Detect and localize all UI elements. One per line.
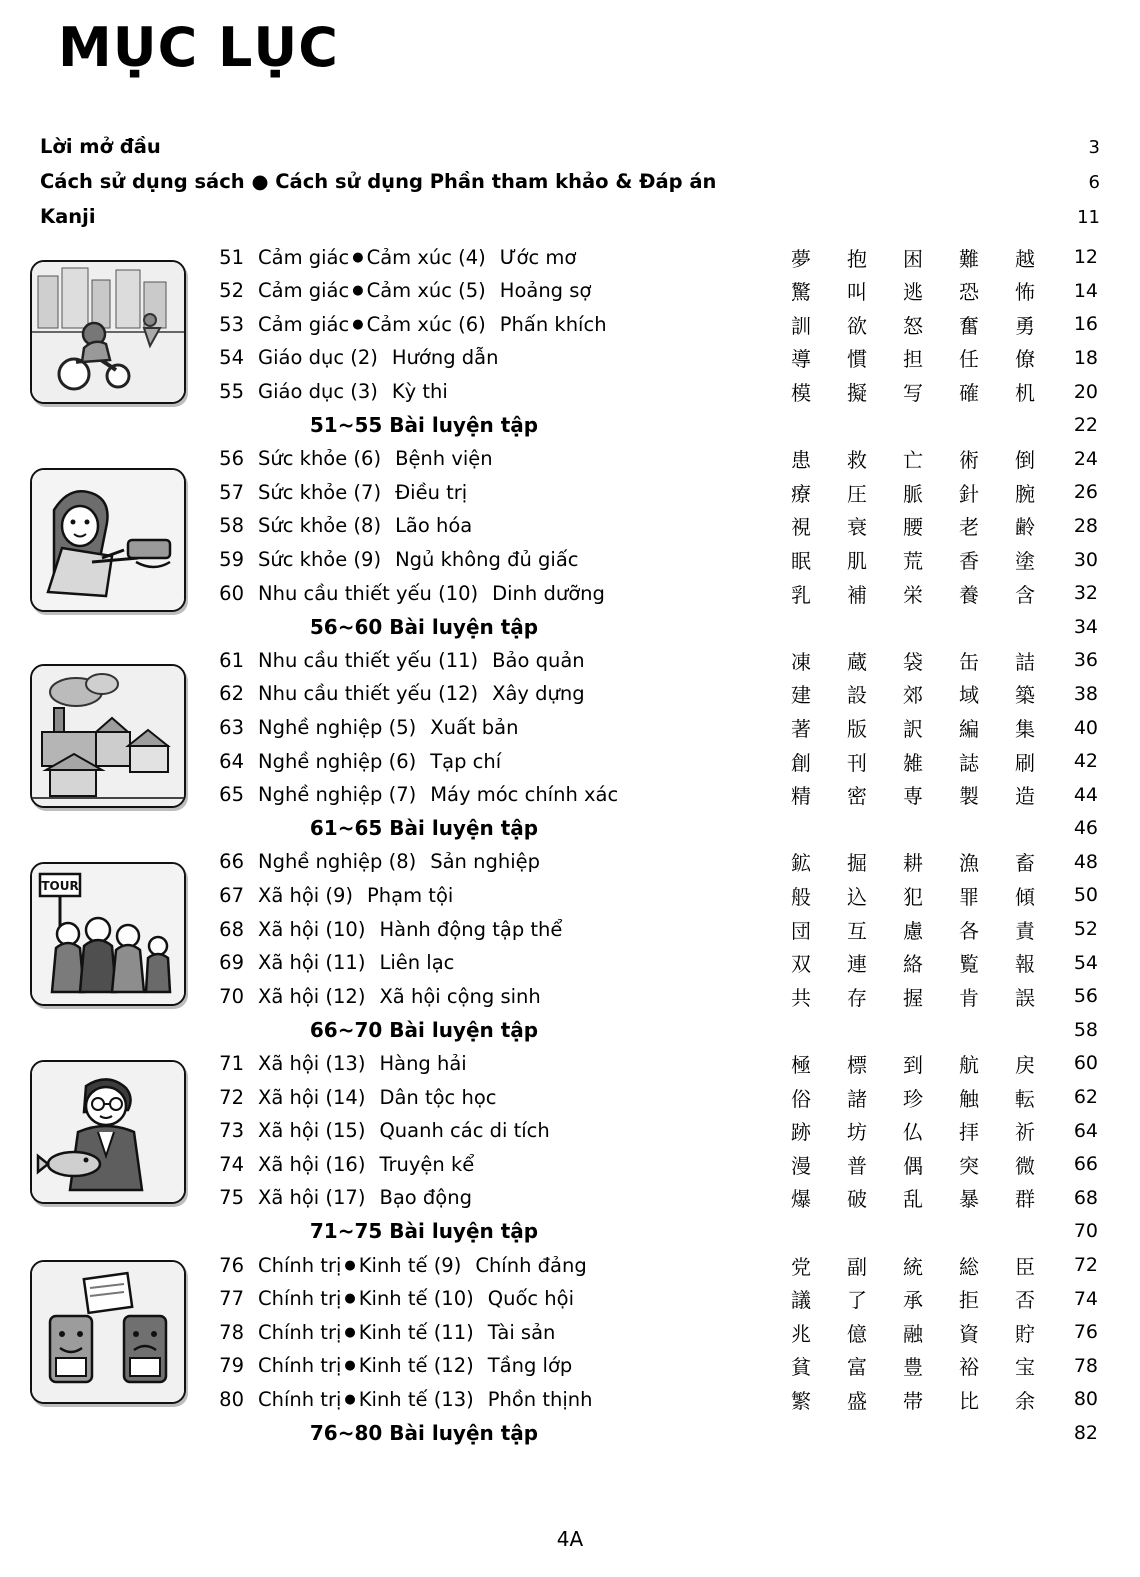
kanji-group: 療 圧 脈 針 腕: [791, 481, 1035, 506]
lesson-title: Sức khỏe (7) Điều trị: [258, 480, 468, 504]
lesson-title: Nghề nghiệp (7) Máy móc chính xác: [258, 783, 619, 807]
page-number: 16: [1073, 313, 1098, 336]
toc-row[interactable]: [40, 476, 1100, 510]
toc-row[interactable]: [40, 1147, 1100, 1181]
page-number: 34: [1073, 615, 1098, 638]
lesson-title: Nhu cầu thiết yếu (10) Dinh dưỡng: [258, 581, 605, 605]
page-number: 26: [1073, 481, 1098, 504]
page-number: 30: [1073, 548, 1098, 571]
kanji-group: 模 擬 写 確 机: [791, 381, 1035, 406]
front-matter-label: Kanji: [40, 205, 96, 229]
kanji-group: 創 刊 雑 誌 刷: [791, 750, 1035, 775]
toc-row[interactable]: [40, 1282, 1100, 1316]
page-number: 46: [1073, 817, 1098, 840]
page-number: 40: [1073, 716, 1098, 739]
lesson-number: 78: [219, 1320, 244, 1344]
lesson-title: Chính trị ● Kinh tế (11) Tài sản: [258, 1320, 556, 1344]
page-number: 82: [1073, 1421, 1098, 1444]
front-matter-page: 3: [1088, 137, 1100, 159]
page-number: 66: [1073, 1153, 1098, 1176]
kanji-group: 爆 破 乱 暴 群: [791, 1187, 1035, 1212]
page-number: 32: [1073, 582, 1098, 605]
lesson-number: 69: [219, 951, 244, 975]
lesson-number: 70: [219, 984, 244, 1008]
lesson-number: 54: [219, 346, 244, 370]
practice-row[interactable]: [40, 610, 1100, 644]
page-number: 18: [1073, 346, 1098, 369]
lesson-title: Chính trị ● Kinh tế (13) Phồn thịnh: [258, 1387, 593, 1411]
lesson-title: Cảm giác ● Cảm xúc (6) Phấn khích: [258, 312, 607, 336]
practice-label: 56~60 Bài luyện tập: [309, 614, 539, 639]
toc-row[interactable]: [40, 509, 1100, 543]
lesson-title: Nhu cầu thiết yếu (11) Bảo quản: [258, 648, 585, 672]
toc-row[interactable]: [40, 274, 1100, 308]
page-number: 60: [1073, 1052, 1098, 1075]
lesson-number: 72: [219, 1085, 244, 1109]
lesson-title: Giáo dục (2) Hướng dẫn: [258, 346, 499, 370]
practice-row[interactable]: [40, 1013, 1100, 1047]
kanji-group: 般 込 犯 罪 傾: [791, 884, 1035, 909]
page-number: 70: [1073, 1220, 1098, 1243]
lesson-title: Chính trị ● Kinh tế (12) Tầng lớp: [258, 1354, 573, 1378]
toc-row[interactable]: [40, 240, 1100, 274]
toc-row[interactable]: [40, 677, 1100, 711]
lesson-number: 77: [219, 1287, 244, 1311]
toc-row[interactable]: [40, 711, 1100, 745]
toc-row[interactable]: [40, 1114, 1100, 1148]
lesson-number: 60: [219, 581, 244, 605]
lesson-number: 58: [219, 514, 244, 538]
practice-row[interactable]: [40, 1416, 1100, 1450]
lesson-number: 64: [219, 749, 244, 773]
page-number: 50: [1073, 884, 1098, 907]
kanji-group: 兆 億 融 資 貯: [791, 1321, 1035, 1346]
kanji-group: 双 連 絡 覧 報: [791, 952, 1035, 977]
lesson-title: Nghề nghiệp (5) Xuất bản: [258, 716, 519, 739]
kanji-group: 鉱 掘 耕 漁 畜: [791, 851, 1035, 876]
lesson-title: Nghề nghiệp (8) Sản nghiệp: [258, 850, 541, 874]
toc-row[interactable]: [40, 1383, 1100, 1417]
page-title: MỤC LỤC: [58, 16, 339, 79]
lesson-title: Sức khỏe (6) Bệnh viện: [258, 447, 493, 471]
toc-row[interactable]: [40, 1315, 1100, 1349]
kanji-group: 跡 坊 仏 拝 祈: [791, 1120, 1035, 1145]
practice-row[interactable]: [40, 1215, 1100, 1249]
toc-row[interactable]: [40, 442, 1100, 476]
front-matter-row[interactable]: [40, 170, 1100, 193]
kanji-group: 夢 抱 困 難 越: [791, 246, 1035, 271]
kanji-group: 貧 富 豊 裕 宝: [791, 1355, 1035, 1380]
page-number: 72: [1073, 1254, 1098, 1276]
toc-row[interactable]: [40, 375, 1100, 409]
page-number: 56: [1073, 985, 1098, 1008]
kanji-group: 党 副 統 総 臣: [791, 1254, 1035, 1279]
lesson-title: Xã hội (10) Hành động tập thể: [258, 917, 563, 941]
lesson-title: Cảm giác ● Cảm xúc (5) Hoảng sợ: [258, 279, 592, 303]
lesson-number: 51: [219, 245, 244, 269]
page-number: 52: [1073, 918, 1098, 941]
lesson-number: 61: [219, 648, 244, 672]
lesson-title: Xã hội (13) Hàng hải: [258, 1051, 467, 1075]
front-matter-label: Lời mở đầu: [40, 135, 161, 159]
lesson-title: Xã hội (14) Dân tộc học: [258, 1085, 497, 1109]
front-matter-label: Cách sử dụng sách ● Cách sử dụng Phần tham khảo & Đáp án: [40, 170, 717, 194]
page-number: 38: [1073, 682, 1098, 705]
page-number: 76: [1073, 1321, 1098, 1344]
page-number: 14: [1073, 279, 1098, 302]
lesson-title: Sức khỏe (9) Ngủ không đủ giấc: [258, 548, 579, 572]
toc-row[interactable]: [40, 946, 1100, 980]
toc-row[interactable]: [40, 576, 1100, 610]
lesson-title: Xã hội (12) Xã hội cộng sinh: [258, 984, 541, 1008]
lesson-number: 80: [219, 1387, 244, 1411]
lesson-number: 57: [219, 480, 244, 504]
kanji-group: 導 慣 担 任 僚: [791, 347, 1035, 372]
toc-entries: [40, 240, 1100, 1449]
front-matter-row[interactable]: [40, 135, 1100, 158]
page-footer: 4A: [556, 1527, 584, 1551]
page-number: 44: [1073, 783, 1098, 806]
practice-row[interactable]: [40, 811, 1100, 845]
kanji-group: 繁 盛 帯 比 余: [791, 1388, 1035, 1413]
lesson-title: Xã hội (17) Bạo động: [258, 1186, 472, 1210]
kanji-group: 乳 補 栄 養 含: [791, 582, 1035, 607]
front-matter-page: 6: [1088, 172, 1100, 194]
kanji-group: 建 設 郊 域 築: [791, 683, 1035, 708]
lesson-title: Nghề nghiệp (6) Tạp chí: [258, 749, 502, 773]
kanji-group: 団 互 慮 各 責: [791, 918, 1035, 943]
kanji-group: 著 版 訳 編 集: [791, 717, 1035, 741]
lesson-number: 79: [219, 1354, 244, 1378]
toc-row[interactable]: [40, 644, 1100, 678]
lesson-title: Nhu cầu thiết yếu (12) Xây dựng: [258, 682, 585, 706]
toc-row[interactable]: [40, 879, 1100, 913]
lesson-title: Xã hội (16) Truyện kể: [258, 1152, 475, 1176]
toc-row[interactable]: [40, 341, 1100, 375]
lesson-number: 55: [219, 380, 244, 404]
lesson-number: 62: [219, 682, 244, 706]
front-matter-list: [40, 135, 1100, 228]
lesson-title: Chính trị ● Kinh tế (10) Quốc hội: [258, 1287, 574, 1311]
kanji-group: 凍 蔵 袋 缶 詰: [791, 649, 1035, 674]
practice-label: 61~65 Bài luyện tập: [309, 816, 539, 841]
toc-row[interactable]: [40, 778, 1100, 812]
lesson-number: 73: [219, 1119, 244, 1143]
lesson-title: Sức khỏe (8) Lão hóa: [258, 514, 473, 538]
kanji-group: 眠 肌 荒 香 塗: [791, 549, 1035, 574]
toc-row[interactable]: [40, 1047, 1100, 1081]
toc-row[interactable]: [40, 1181, 1100, 1215]
practice-label: 71~75 Bài luyện tập: [309, 1219, 539, 1244]
lesson-title: Cảm giác ● Cảm xúc (4) Ước mơ: [258, 245, 577, 269]
kanji-group: 患 救 亡 術 倒: [791, 448, 1035, 473]
front-matter-page: 11: [1077, 207, 1100, 229]
kanji-group: 視 衰 腰 老 齢: [791, 515, 1035, 540]
page-number: 48: [1073, 850, 1098, 873]
lesson-title: Xã hội (9) Phạm tội: [258, 883, 454, 907]
lesson-number: 56: [219, 447, 244, 471]
toc-row[interactable]: [40, 1349, 1100, 1383]
page-number: 62: [1073, 1086, 1098, 1109]
lesson-number: 63: [219, 716, 244, 739]
toc-row[interactable]: [40, 543, 1100, 577]
kanji-group: 極 標 到 航 戻: [791, 1052, 1035, 1077]
page-number: 42: [1073, 750, 1098, 773]
page-number: 80: [1073, 1388, 1098, 1411]
toc-row[interactable]: [40, 845, 1100, 879]
lesson-number: 67: [219, 883, 244, 907]
toc-row[interactable]: [40, 308, 1100, 342]
page-number: 64: [1073, 1119, 1098, 1142]
lesson-number: 59: [219, 548, 244, 572]
lesson-number: 53: [219, 312, 244, 336]
kanji-group: 精 密 専 製 造: [791, 784, 1035, 809]
page-number: 54: [1073, 951, 1098, 974]
kanji-group: 驚 叫 逃 恐 怖: [791, 280, 1035, 305]
page-number: 12: [1073, 246, 1098, 269]
practice-label: 66~70 Bài luyện tập: [309, 1017, 539, 1042]
toc-row[interactable]: [40, 744, 1100, 778]
front-matter-row[interactable]: [40, 205, 1100, 228]
lesson-number: 66: [219, 850, 244, 874]
toc-row[interactable]: [40, 912, 1100, 946]
practice-label: 76~80 Bài luyện tập: [309, 1420, 539, 1445]
page-number: 36: [1073, 649, 1098, 672]
page-number: 74: [1073, 1287, 1098, 1310]
kanji-group: 議 了 承 拒 否: [791, 1288, 1035, 1313]
lesson-number: 71: [219, 1051, 244, 1075]
page-number: 68: [1073, 1186, 1098, 1209]
page-number: 20: [1073, 380, 1098, 403]
kanji-group: 漫 普 偶 突 微: [791, 1153, 1035, 1178]
lesson-number: 65: [219, 783, 244, 807]
practice-label: 51~55 Bài luyện tập: [309, 413, 539, 438]
lesson-number: 74: [219, 1152, 244, 1176]
page-number: 28: [1073, 514, 1098, 537]
kanji-group: 俗 諸 珍 触 転: [791, 1086, 1035, 1111]
toc-row[interactable]: [40, 1248, 1100, 1282]
lesson-number: 76: [219, 1253, 244, 1277]
kanji-group: 共 存 握 肯 誤: [791, 985, 1035, 1010]
lesson-title: Xã hội (11) Liên lạc: [258, 951, 455, 975]
toc-row[interactable]: [40, 979, 1100, 1013]
lesson-number: 52: [219, 279, 244, 303]
page-number: 22: [1073, 414, 1098, 437]
lesson-number: 75: [219, 1186, 244, 1210]
lesson-title: Giáo dục (3) Kỳ thi: [258, 380, 448, 404]
lesson-title: Chính trị ● Kinh tế (9) Chính đảng: [258, 1253, 587, 1277]
practice-row[interactable]: [40, 408, 1100, 442]
lesson-number: 68: [219, 917, 244, 941]
lesson-title: Xã hội (15) Quanh các di tích: [258, 1119, 550, 1143]
page-number: 24: [1073, 447, 1098, 470]
svg-text:TOUR: TOUR: [41, 879, 79, 893]
toc-page: [0, 18, 1140, 1577]
toc-row[interactable]: [40, 1080, 1100, 1114]
page-number: 78: [1073, 1354, 1098, 1377]
kanji-group: 訓 欲 怒 奮 勇: [791, 313, 1035, 338]
page-number: 58: [1073, 1018, 1098, 1041]
